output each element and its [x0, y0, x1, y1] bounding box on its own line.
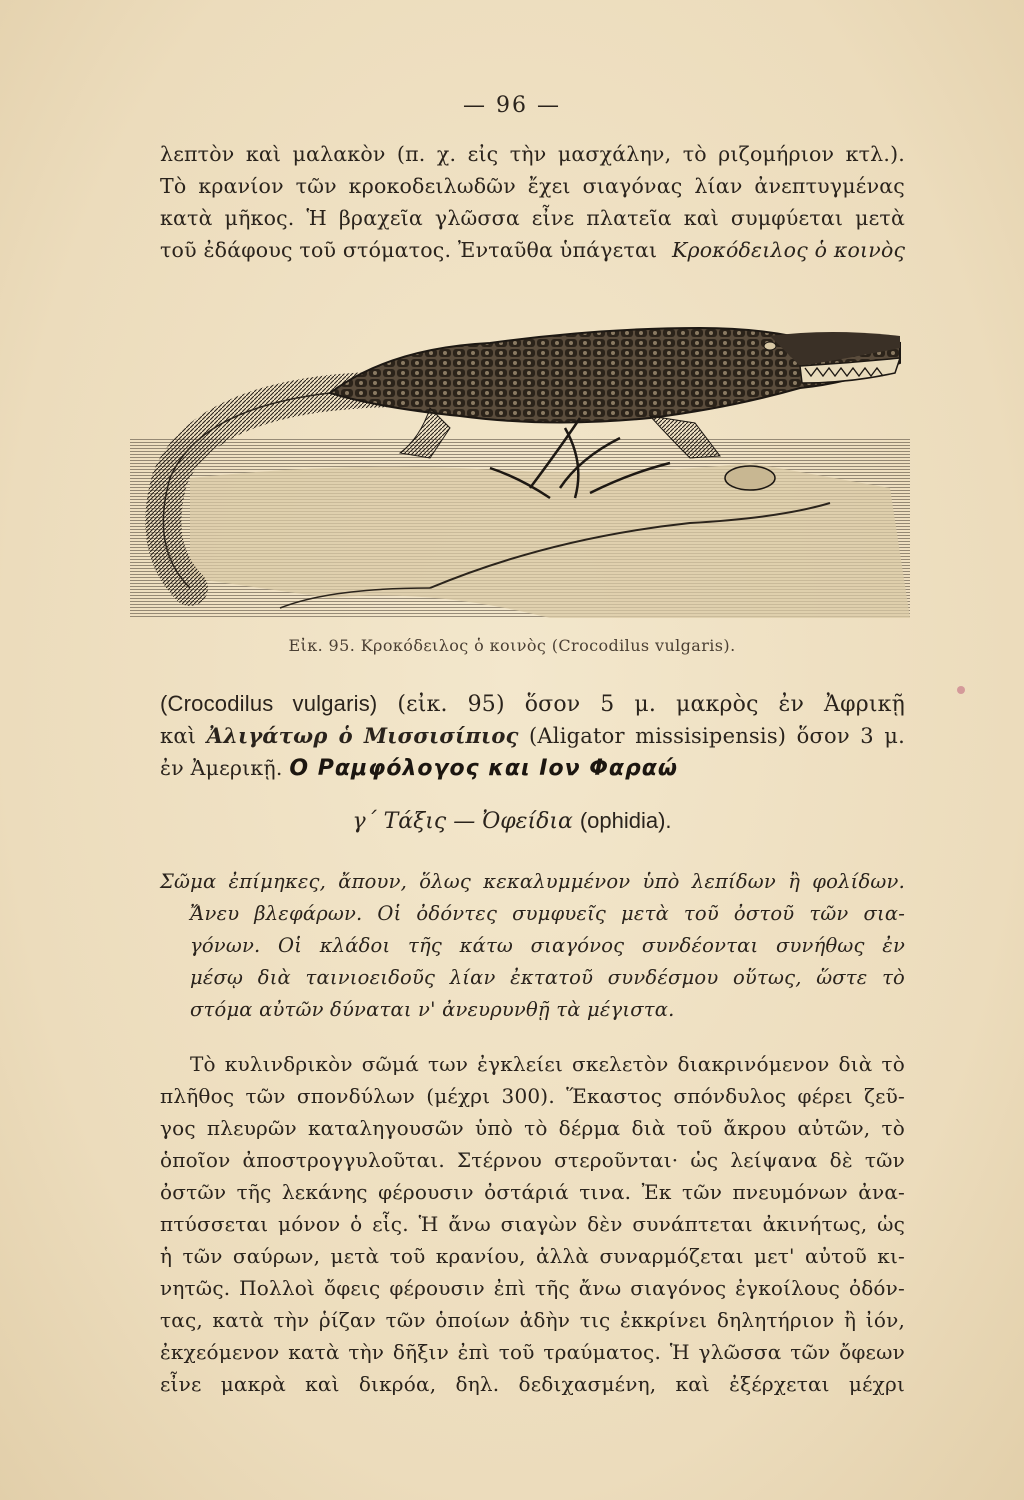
figure-caption: Εἰκ. 95. Κροκόδειλος ὁ κοινὸς (Crocodilus vulgaris). — [288, 636, 736, 655]
body-line-1: Τὸ κυλινδρικὸν σῶμά των ἐγκλείει σκελετὸν διακρινόμενον διὰ τὸ — [190, 1052, 905, 1076]
body-line-3: γος πλευρῶν καταληγουσῶν ὑπὸ τὸ δέρμα διὰ τοῦ ἄκρου αὐτῶν, τὸ — [160, 1116, 905, 1140]
definition-line-2: Ἄνευ βλεφάρων. Οἱ ὀδόντες συμφυεῖς μετὰ τοῦ ὀστοῦ τῶν σια- — [190, 902, 905, 925]
intro-line-4-text: τοῦ ἐδάφους τοῦ στόματος. Ἐνταῦθα ὑπάγεται — [160, 238, 658, 262]
section-title-greek: Τάξις — Ὀφείδια — [383, 809, 573, 834]
after-figure-line-2 — [160, 722, 905, 750]
body-line-6: πτύσσεται μόνον ὁ εἷς. Ἡ ἄνω σιαγὼν δὲν συνάπτεται ἀκινήτως, ὡς — [160, 1212, 905, 1236]
america-text: ἐν Ἀμερικῇ. — [160, 756, 283, 780]
after-figure-line-3 — [160, 754, 905, 783]
body-line-8: νητῶς. Πολλοὶ ὄφεις φέρουσιν ἐπὶ τῆς ἄνω σιαγόνος ἐγκοίλους ὀδόν- — [160, 1276, 905, 1300]
ink-spot — [957, 686, 965, 694]
crocodile-species-name: Κροκόδειλος ὁ κοινὸς — [672, 238, 906, 262]
alligator-name: Ἀλιγάτωρ ὁ Μισσισίπιος — [206, 723, 519, 748]
handwritten-note: Ο Ραμφόλογος και Ιον Φαραώ — [289, 756, 679, 781]
body-line-5: ὀστῶν τῆς λεκάνης φέρουσιν ὀστάριά τινα. Ἐκ τῶν πνευμόνων ἀνα- — [160, 1180, 905, 1204]
definition-line-1: Σῶμα ἐπίμηκες, ἄπουν, ὅλως κεκαλυμμένον ὑπὸ λεπίδων ἢ φολίδων. — [160, 870, 905, 893]
and-word: καὶ — [160, 724, 197, 748]
definition-line-4: μέσῳ διὰ ταινιοειδοῦς λίαν ἐκτατοῦ συνδέσμου οὕτως, ὥστε τὸ — [190, 966, 905, 989]
intro-line-4 — [160, 236, 905, 264]
body-line-4: ὁποῖον ἀποστρογγυλοῦται. Στέρνου στεροῦνται· ὡς λείψανα δὲ τῶν — [160, 1148, 905, 1172]
body-line-2: πλῆθος τῶν σπονδύλων (μέχρι 300). Ἕκαστος σπόνδυλος φέρει ζεῦ- — [160, 1084, 905, 1108]
crocodile-engraving — [130, 288, 910, 618]
body-line-7: ἡ τῶν σαύρων, μετὰ τοῦ κρανίου, ἀλλὰ συναρμόζεται μετ' αὐτοῦ κι- — [160, 1244, 905, 1268]
section-title-latin: (ophidia). — [579, 808, 672, 833]
body-line-9: τας, κατὰ τὴν ῥίζαν τῶν ὁποίων ἀδὴν τις ἐκκρίνει δηλητήριον ἢ ἰόν, — [160, 1308, 905, 1332]
section-number: γ΄ — [352, 809, 377, 834]
body-line-10: ἐκχεόμενον κατὰ τὴν δῆξιν ἐπὶ τοῦ τραύματος. Ἡ γλῶσσα τῶν ὄφεων — [160, 1340, 905, 1364]
crocodilus-latin: (Crocodilus vulgaris) — [160, 691, 378, 716]
after-figure-line-1-rest: (εἰκ. 95) ὅσον 5 μ. μακρὸς ἐν Ἀφρικῇ — [397, 692, 905, 717]
section-title — [0, 808, 1024, 834]
intro-line-1: λεπτὸν καὶ μαλακὸν (π. χ. εἰς τὴν μασχάλην, τὸ ριζομήριον κτλ.). — [160, 142, 905, 166]
definition-line-3: γόνων. Οἱ κλάδοι τῆς κάτω σιαγόνος συνδέονται συνήθως ἐν — [190, 934, 905, 957]
after-figure-line-1 — [160, 690, 905, 719]
after-figure-line-2-rest: (Aligator missisipensis) ὅσον 3 μ. — [529, 724, 905, 748]
intro-line-3: κατὰ μῆκος. Ἡ βραχεῖα γλῶσσα εἶνε πλατεῖα καὶ συμφύεται μετὰ — [160, 206, 905, 230]
page-number: — 96 — — [463, 93, 561, 118]
crocodile-illustration — [130, 288, 910, 618]
definition-line-5: στόμα αὐτῶν δύναται ν' ἀνευρυνθῇ τὰ μέγιστα. — [190, 998, 675, 1021]
intro-line-2: Τὸ κρανίον τῶν κροκοδειλωδῶν ἔχει σιαγόνας λίαν ἀνεπτυγμένας — [160, 174, 905, 198]
body-line-11: εἶνε μακρὰ καὶ δικρόα, δηλ. δεδιχασμένη, καὶ ἐξέρχεται μέχρι — [160, 1372, 905, 1396]
